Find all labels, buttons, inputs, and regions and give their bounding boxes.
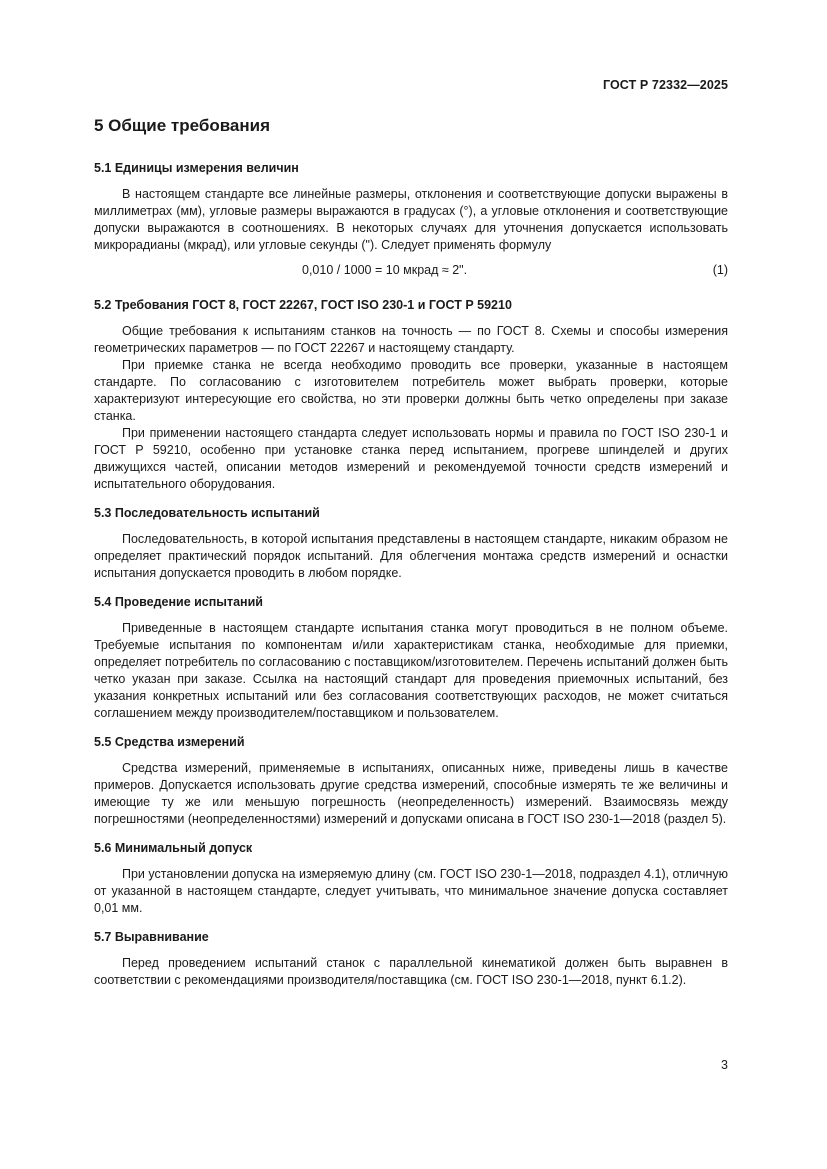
subsection-title: 5.7 Выравнивание	[94, 930, 209, 944]
paragraph: При установлении допуска на измеряемую длину (см. ГОСТ ISO 230-1—2018, подраздел 4.1), отличную от указанной в настоящем стандарте, следует учитывать, что минимальное значение допуска составляет 0,01 мм.	[94, 867, 728, 915]
paragraph: Приведенные в настоящем стандарте испытания станка могут проводиться в не полном объеме. Требуемые испытания по компонентам и/или характеристикам станка, необходимые для приемки, определяет потребитель по согласованию с поставщиком/изготовителем. Перечень испытаний должен быть четко указан при заказе. Ссылка на настоящий стандарт для проведения приемочных испытаний, без указания конкретных испытаний или без согласования соответствующих расходов, не может считаться соглашением между производителем/поставщиком и пользователем.	[94, 621, 728, 720]
paragraph: В настоящем стандарте все линейные размеры, отклонения и соответствующие допуски выражены в миллиметрах (мм), угловые размеры выражаются в градусах (°), а угловые отклонения и соответствующие допуски выражаются в соотношениях. В некоторых случаях для уточнения допускается использовать микрорадианы (мкрад), или угловые секунды ("). Следует применять формулу	[94, 187, 728, 252]
section-title: 5 Общие требования	[94, 116, 271, 135]
subsection-5-3	[94, 505, 728, 582]
subsection-title: 5.5 Средства измерений	[94, 735, 245, 749]
page-number: 3	[721, 1058, 728, 1072]
formula-number: (1)	[712, 263, 728, 277]
subsection-title: 5.6 Минимальный допуск	[94, 841, 253, 855]
subsection-5-5	[94, 734, 728, 828]
formula	[94, 262, 728, 279]
paragraph: Перед проведением испытаний станок с параллельной кинематикой должен быть выравнен в соответствии с рекомендациями производителя/поставщика (см. ГОСТ ISO 230-1—2018, пункт 6.1.2).	[94, 956, 728, 987]
paragraph: При применении настоящего стандарта следует использовать нормы и правила по ГОСТ ISO 230-1 и ГОСТ Р 59210, особенно при установке станка перед испытанием, прогреве шпинделей и других движущихся частей, описании методов измерений и рекомендуемой точности средств измерений и испытательного оборудования.	[94, 426, 728, 491]
subsection-title: 5.2 Требования ГОСТ 8, ГОСТ 22267, ГОСТ ISO 230-1 и ГОСТ Р 59210	[94, 298, 512, 312]
paragraph: Общие требования к испытаниям станков на точность — по ГОСТ 8. Схемы и способы измерения геометрических параметров — по ГОСТ 22267 и настоящему стандарту.	[94, 324, 728, 355]
subsection-5-2	[94, 297, 728, 493]
paragraph: Средства измерений, применяемые в испытаниях, описанных ниже, приведены лишь в качестве примеров. Допускается использовать другие средства измерений, способные измерять те же величины и имеющие ту же или меньшую погрешность (неопределенность) измерений. Взаимосвязь между погрешностями (неопределенностями) измерений и допусками описана в ГОСТ ISO 230-1—2018 (раздел 5).	[94, 761, 728, 826]
subsection-5-7	[94, 929, 728, 989]
subsection-5-6	[94, 840, 728, 917]
subsection-5-4	[94, 594, 728, 722]
subsection-title: 5.3 Последовательность испытаний	[94, 506, 320, 520]
subsection-title: 5.1 Единицы измерения величин	[94, 161, 299, 175]
subsection-5-1	[94, 160, 728, 279]
paragraph: Последовательность, в которой испытания представлены в настоящем стандарте, никаким образом не определяет практический порядок испытаний. Для облегчения монтажа средств измерений и оснастки испытания допускается проводить в любом порядке.	[94, 532, 728, 580]
document-body	[94, 116, 728, 989]
document-number: ГОСТ Р 72332—2025	[602, 78, 728, 92]
paragraph: При приемке станка не всегда необходимо проводить все проверки, указанные в настоящем стандарте. По согласованию с изготовителем потребитель может выбрать проверки, которые характеризуют интересующие его свойства, но эти проверки должны быть четко определены при заказе станка.	[94, 358, 728, 423]
formula-expression: 0,010 / 1000 = 10 мкрад ≈ 2".	[302, 263, 468, 277]
subsection-title: 5.4 Проведение испытаний	[94, 595, 263, 609]
